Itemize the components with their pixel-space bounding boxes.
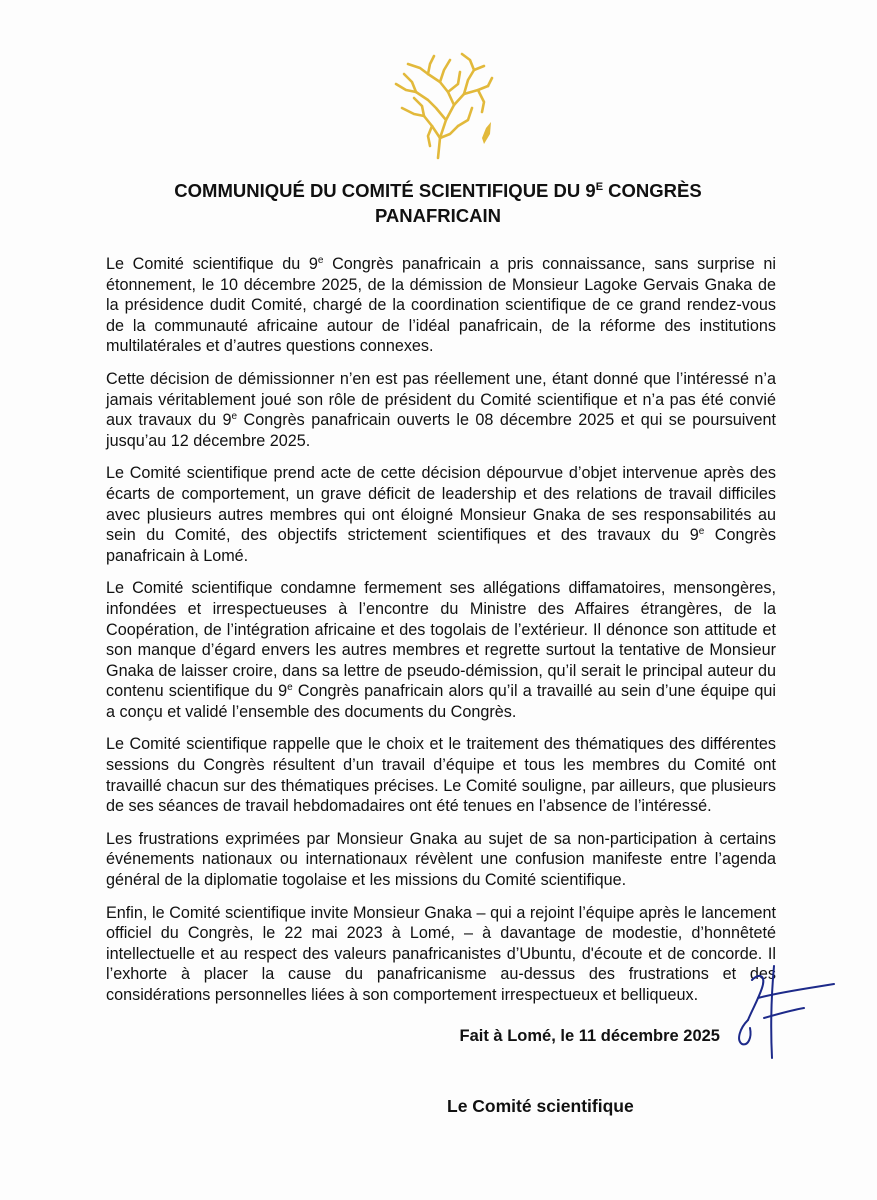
paragraph-2: Cette décision de démissionner n’en est pas réellement une, étant donné que l’intéressé n’a jamais véritablement joué son rôle de président du Comité scientifique et n’a pas été convié aux travaux du 9e Congrès panafricain ouverts le 08 décembre 2025 et qui se poursuivent jusqu’au 12 décembre 2025. [106,369,776,450]
title-line-2: PANAFRICAIN [374,205,502,226]
africa-tree-logo-icon [388,50,498,162]
signatory: Le Comité scientifique [447,1096,634,1116]
title-line-1: COMMUNIQUÉ DU COMITÉ SCIENTIFIQUE DU $9^E$ CONGRÈS [174,180,702,201]
paragraph-5: Le Comité scientifique rappelle que le choix et le traitement des thématiques des différentes sessions du Congrès résultent d’un travail d’équipe et tous les membres du Comité ont travaillé chacun sur des thématiques précises. Le Comité souligne, par ailleurs, que plusieurs de ses séances de travail hebdomadaires ont été tenues en l’absence de l’intéressé. [106,735,776,816]
handwritten-signature-icon [730,958,840,1068]
paragraph-4: Le Comité scientifique condamne fermement ses allégations diffamatoires, mensongères, infondées et irrespectueuses à l’encontre du Ministre des Affaires étrangères, de la Coopération, de l’intégration africaine et des togolais de l’extérieur. Il dénonce son attitude et son manque d’égard envers les autres membres et regrette surtout la tentative de Monsieur Gnaka de laisser croire, dans sa lettre de pseudo-démission, qu’il serait le principal auteur du contenu scientifique du 9e Congrès panafricain alors qu’il a travaillé au sein d’une équipe qui a conçu et validé l’ensemble des documents du Congrès. [106,579,777,721]
dateline: Fait à Lomé, le 11 décembre 2025 [459,1027,720,1045]
paragraph-3: Le Comité scientifique prend acte de cette décision dépourvue d’objet intervenue après des écarts de comportement, un grave déficit de leadership et des relations de travail difficiles avec plusieurs autres membres qui ont éloigné Monsieur Gnaka de ses responsabilités au sein du Comité, des objectifs strictement scientifiques et des travaux du 9e Congrès panafricain à Lomé. [106,464,776,565]
paragraph-7: Enfin, le Comité scientifique invite Monsieur Gnaka – qui a rejoint l’équipe après le lancement officiel du Congrès, le 22 mai 2023 à Lomé, – à davantage de modestie, d’honnêteté intellectuelle et au respect des valeurs panafricanistes d’Ubuntu, d'écoute et de concorde. Il l’exhorte à placer la cause du panafricanisme au-dessus des frustrations et des considérations personnelles liées à son comportement irrespectueux et belliqueux. [106,903,776,1004]
communique-body [106,254,776,1018]
paragraph-6: Les frustrations exprimées par Monsieur Gnaka au sujet de sa non-participation à certains événements nationaux ou internationaux révèlent une confusion manifeste entre l’agenda général de la diplomatie togolaise et les missions du Comité scientifique. [106,829,776,890]
communique-title [100,178,776,228]
paragraph-1: Le Comité scientifique du 9e Congrès panafricain a pris connaissance, sans surprise ni étonnement, le 10 décembre 2025, de la démission de Monsieur Lagoke Gervais Gnaka de la présidence dudit Comité, chargé de la coordination scientifique de ce grand rendez-vous de la communauté africaine autour de l’idéal panafricain, de la réforme des institutions multilatérales et d’autres questions connexes. [106,255,776,356]
